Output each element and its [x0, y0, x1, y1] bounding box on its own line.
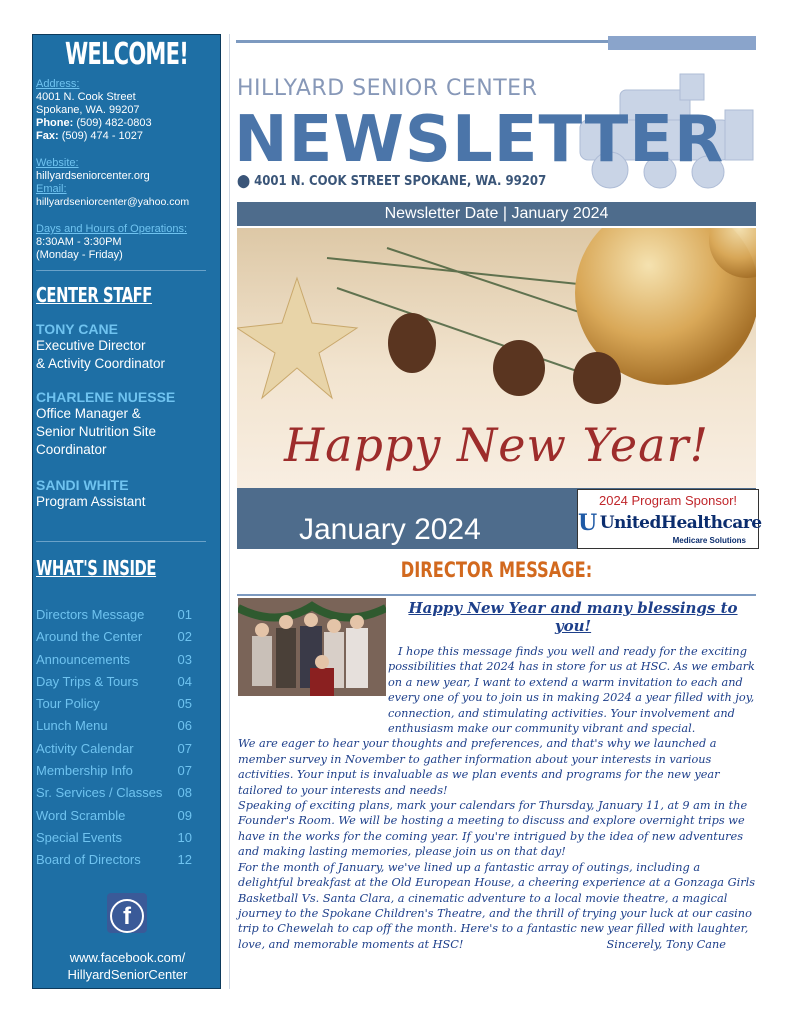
- toc-item[interactable]: [36, 626, 220, 648]
- toc-item[interactable]: [36, 805, 220, 827]
- hours-label: Days and Hours of Operations:: [36, 223, 188, 235]
- staff-role: Executive Director: [36, 338, 146, 353]
- sidebar: [32, 34, 221, 989]
- toc-page: 01: [177, 607, 192, 622]
- staff-role: Senior Nutrition Site: [36, 424, 157, 439]
- toc-page: 04: [177, 673, 192, 689]
- toc-label: Tour Policy: [36, 696, 100, 712]
- address-line1: 4001 N. Cook Street: [36, 91, 136, 103]
- toc-label: Day Trips & Tours: [36, 673, 139, 689]
- facebook-url-line2: HillyardSeniorCenter: [67, 967, 188, 982]
- newsletter-title: NEWSLETTER: [234, 103, 725, 177]
- divider: [36, 541, 206, 542]
- sponsor-logo: [578, 510, 762, 536]
- fax-row: [36, 130, 220, 143]
- toc-item[interactable]: [36, 649, 220, 671]
- staff-name: CHARLENE NUESSE: [36, 389, 176, 405]
- fax-label: Fax:: [36, 130, 59, 142]
- table-of-contents: [33, 604, 220, 872]
- location-pin-icon: ⬤: [237, 174, 251, 189]
- director-greeting: Happy New Year and many blessings to you!: [408, 599, 738, 635]
- letter-paragraph-4: [238, 860, 756, 952]
- address-line2: Spokane, WA. 99207: [36, 104, 140, 116]
- letter-paragraph-3: Speaking of exciting plans, mark your calendars for Thursday, January 11, at 9 am in the Founder's Room. We will be hosting a meeting to discuss and explore overnight trips we have in the works for the coming year. If you're intrigued by the idea of new adventures and making lasting memories, please join us on that day!: [238, 799, 748, 859]
- toc-label: Announcements: [36, 651, 130, 667]
- director-message-heading: DIRECTOR MESSAGE:: [400, 558, 593, 582]
- toc-label: Around the Center: [36, 629, 143, 645]
- header-address: [237, 174, 546, 189]
- toc-page: 05: [177, 696, 192, 712]
- happy-new-year-script: Happy New Year!: [283, 418, 709, 472]
- toc-page: 12: [177, 852, 192, 868]
- letter-paragraph-2: We are eager to hear your thoughts and preferences, and that's why we launched a member survey in November to gather information about your interests in various activities. Your input is invaluable as we plan events and programs for the new year tailored to your interests and needs!: [238, 737, 720, 797]
- fax-value: (509) 474 - 1027: [61, 130, 144, 142]
- toc-page: 08: [177, 785, 192, 801]
- toc-page: 07: [177, 740, 192, 756]
- director-rule: [237, 594, 756, 596]
- toc-item[interactable]: [36, 827, 220, 849]
- staff-member: [36, 389, 220, 459]
- hero-image: [237, 228, 756, 488]
- toc-item[interactable]: [36, 715, 220, 737]
- welcome-heading: WELCOME!: [64, 37, 189, 72]
- staff-list: [33, 321, 220, 511]
- letter-paragraph-4-text: For the month of January, we've lined up a fantastic array of outings, including a delightful breakfast at the Old European House, a cheering experience at a Gonzaga Girls Basketball Vs. Santa Clara, a cinematic adventure to a local movie theatre, a magical journey to the Spokane Children's Theatre, and the thrill of trying your luck at our casino trip to Chewelah to cap off the month. Here's to a fantastic new year filled with laughter, love, and memorable moments at HSC!: [238, 860, 756, 951]
- staff-name: TONY CANE: [36, 321, 118, 337]
- toc-item[interactable]: [36, 760, 220, 782]
- letter-signoff: Sincerely, Tony Cane: [606, 937, 726, 951]
- days-value: (Monday - Friday): [36, 249, 123, 261]
- facebook-url[interactable]: [33, 949, 222, 983]
- phone-label: Phone:: [36, 117, 74, 129]
- toc-page: 03: [177, 651, 192, 667]
- toc-item[interactable]: [36, 782, 220, 804]
- header-address-text: 4001 N. COOK STREET SPOKANE, WA. 99207: [254, 174, 547, 189]
- toc-label: Word Scramble: [36, 807, 126, 823]
- sponsor-label: 2024 Program Sponsor!: [598, 493, 738, 508]
- toc-page: 02: [177, 629, 192, 645]
- divider: [36, 270, 206, 271]
- website-value[interactable]: hillyardseniorcenter.org: [36, 170, 150, 182]
- toc-page: 09: [177, 807, 192, 823]
- org-name: HILLYARD SENIOR CENTER: [237, 76, 538, 101]
- toc-item[interactable]: [36, 671, 220, 693]
- inside-heading: WHAT'S INSIDE: [36, 556, 157, 580]
- toc-item[interactable]: [36, 604, 220, 626]
- staff-name: SANDI WHITE: [36, 477, 129, 493]
- facebook-url-line1: www.facebook.com/: [69, 950, 186, 965]
- director-letter: [238, 644, 756, 952]
- staff-role: Office Manager &: [36, 406, 141, 421]
- sponsor-sub: Medicare Solutions: [672, 536, 746, 545]
- toc-label: Membership Info: [36, 763, 133, 779]
- toc-label: Lunch Menu: [36, 718, 108, 734]
- email-label[interactable]: Email:: [36, 183, 67, 195]
- toc-label: Sr. Services / Classes: [36, 785, 163, 801]
- toc-page: 10: [177, 829, 192, 845]
- staff-role: & Activity Coordinator: [36, 356, 166, 371]
- staff-member: [36, 477, 220, 511]
- toc-item[interactable]: [36, 849, 220, 871]
- facebook-icon[interactable]: f: [107, 893, 147, 933]
- email-value[interactable]: hillyardseniorcenter@yahoo.com: [36, 196, 190, 208]
- hours-value: 8:30AM - 3:30PM: [36, 236, 122, 248]
- uhc-logo-icon: U: [578, 510, 597, 536]
- header-rule-accent: [608, 36, 756, 50]
- toc-label: Board of Directors: [36, 852, 141, 868]
- sponsor-box: [577, 489, 762, 549]
- staff-heading: CENTER STAFF: [36, 283, 152, 307]
- staff-role: Program Assistant: [36, 494, 146, 509]
- newsletter-date: Newsletter Date | January 2024: [237, 202, 756, 226]
- toc-label: Special Events: [36, 829, 122, 845]
- contact-info: [33, 78, 220, 262]
- toc-label: Activity Calendar: [36, 740, 134, 756]
- toc-page: 06: [177, 718, 192, 734]
- toc-page: 07: [177, 763, 192, 779]
- website-label[interactable]: Website:: [36, 157, 79, 169]
- toc-item[interactable]: [36, 738, 220, 760]
- sponsor-name: UnitedHealthcare: [599, 513, 762, 533]
- toc-item[interactable]: [36, 693, 220, 715]
- issue-month: January 2024: [237, 488, 577, 549]
- phone-row: [36, 117, 220, 130]
- staff-role: Coordinator: [36, 442, 107, 457]
- staff-member: [36, 321, 220, 373]
- phone-value: (509) 482-0803: [76, 117, 152, 129]
- letter-paragraph-1: I hope this message finds you well and ready for the exciting possibilities that 2024 has in store for us at HSC. As we embark on a new year, I want to extend a warm invitation to each and every one of you to join us in making 2024 a year filled with joy, connection, and stimulating activities. Your involvement and enthusiasm make our community vibrant and special.: [388, 645, 755, 736]
- toc-label: Directors Message: [36, 607, 145, 622]
- column-divider: [229, 34, 230, 989]
- address-label: Address:: [36, 78, 80, 90]
